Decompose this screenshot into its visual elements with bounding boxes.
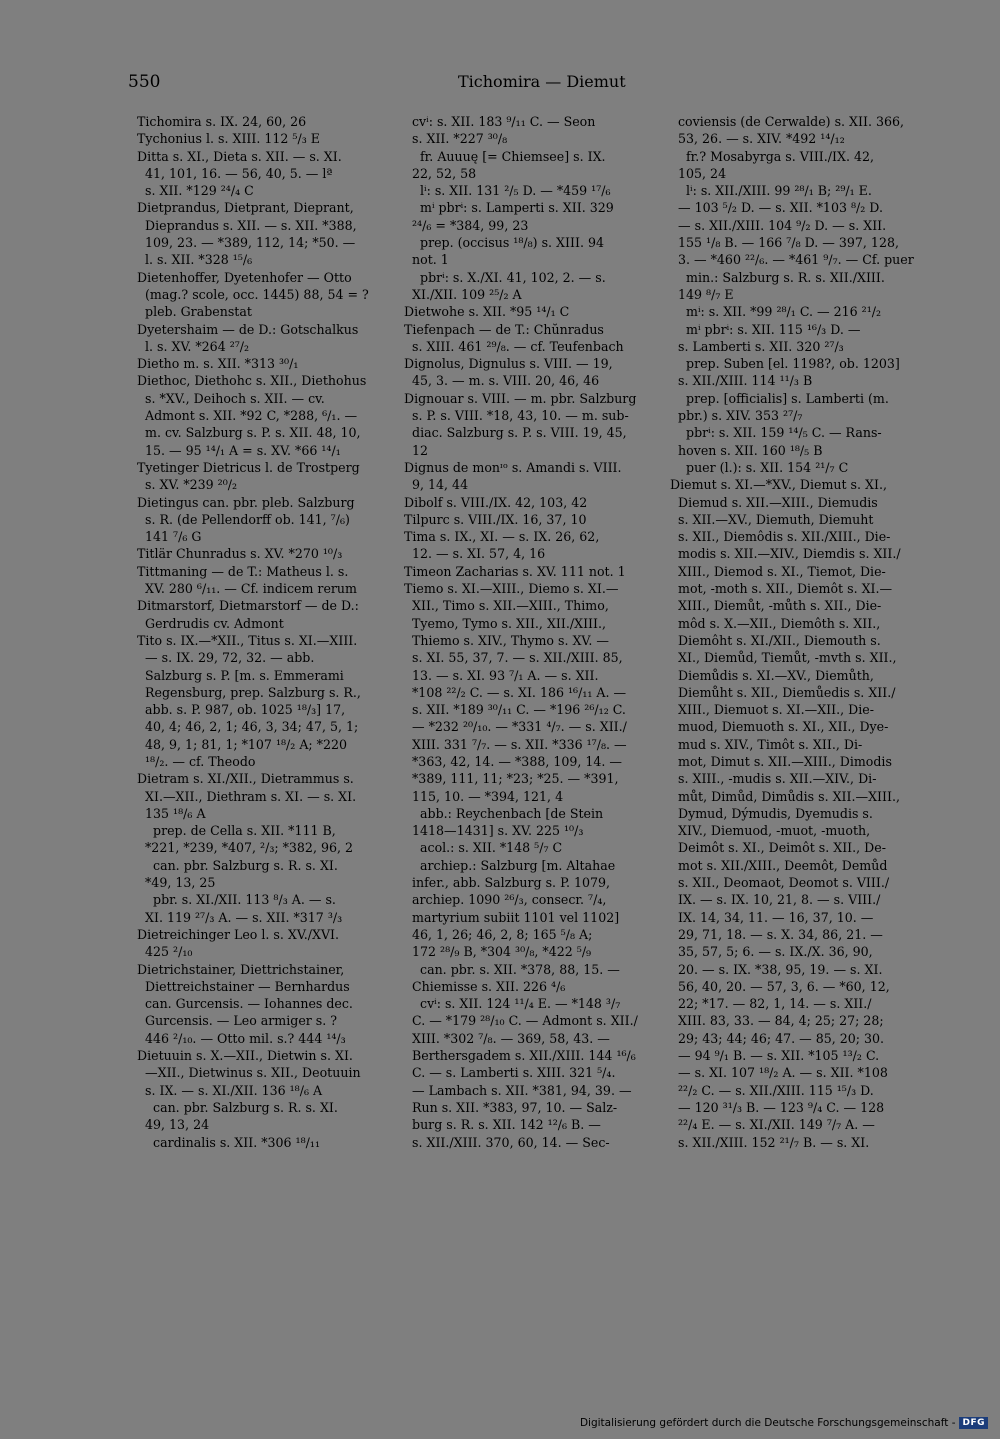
index-line: 41, 101, 16. — 56, 40, 5. — lª [137, 165, 333, 181]
index-line: ¹⁸/₂. — cf. Theodo [137, 753, 256, 769]
index-line: Dietenhoffer, Dyetenhofer — Otto [137, 269, 352, 285]
index-line: ²⁴/₆ = *384, 99, 23 [404, 217, 529, 233]
index-line: *49, 13, 25 [137, 875, 216, 891]
dfg-logo: DFG [959, 1417, 988, 1429]
index-line: Admont s. XII. *92 C, *288, ⁶/₁. — [137, 408, 358, 424]
index-line: 115, 10. — *394, 121, 4 [404, 788, 564, 804]
index-line: mot, Dimut s. XII.—XIII., Dimodis [670, 753, 892, 769]
index-line: 22, 52, 58 [404, 165, 477, 181]
index-line: Gurcensis. — Leo armiger s. ? [137, 1013, 338, 1029]
index-line: — Lambach s. XII. *381, 94, 39. — [404, 1082, 632, 1098]
index-line: 141 ⁷/₆ G [137, 529, 202, 545]
index-line: XIII. *302 ⁷/₈. — 369, 58, 43. — [404, 1030, 610, 1046]
index-line: mot, -moth s. XII., Diemôt s. XI.— [670, 581, 893, 597]
index-line: XIII. 83, 33. — 84, 4; 25; 27; 28; [670, 1013, 884, 1029]
index-line: 149 ⁸/₇ E [670, 286, 734, 302]
index-line: Ditmarstorf, Dietmarstorf — de D.: [137, 598, 359, 614]
index-line: 12 [404, 442, 429, 458]
index-line: infer., abb. Salzburg s. P. 1079, [404, 875, 611, 891]
index-line: 1418—1431] s. XV. 225 ¹⁰/₃ [404, 823, 584, 839]
running-head: Tichomira — Diemut [458, 72, 626, 91]
footer-text: Digitalisierung gefördert durch die Deutsche Forschungsgemeinschaft - [579, 1417, 956, 1429]
index-line: min.: Salzburg s. R. s. XII./XIII. [670, 269, 885, 285]
index-line: 20. — s. IX. *38, 95, 19. — s. XI. [670, 961, 883, 977]
index-line: s. XII. *129 ²⁴/₄ C [137, 183, 254, 199]
index-line: mⁱ pbrⁱ: s. XII. 115 ¹⁶/₃ D. — [670, 321, 861, 337]
index-line: Diemud s. XII.—XIII., Diemudis [670, 494, 878, 510]
footer [580, 1417, 988, 1429]
index-line: XIII., Diemod s. XI., Tiemot, Die- [670, 563, 886, 579]
index-line: 12. — s. XI. 57, 4, 16 [404, 546, 546, 562]
index-line: — s. XI. 107 ¹⁸/₂ A. — s. XII. *108 [670, 1065, 888, 1081]
index-line: XI., Diemůd, Tiemůt, -mvth s. XII., [670, 650, 897, 666]
index-line: Regensburg, prep. Salzburg s. R., [137, 684, 361, 700]
index-line: mud s. XIV., Timôt s. XII., Di- [670, 736, 863, 752]
index-line: Tychonius l. s. XIII. 112 ⁵/₃ E [137, 131, 320, 147]
index-line: *221, *239, *407, ²/₃; *382, 96, 2 [137, 840, 354, 856]
index-line: — s. XII./XIII. 104 ⁹/₂ D. — s. XII. [670, 217, 887, 233]
index-line: Diemůht s. XII., Diemůedis s. XII./ [670, 684, 896, 700]
index-line: diac. Salzburg s. P. s. VIII. 19, 45, [404, 425, 627, 441]
index-line: 135 ¹⁸/₆ A [137, 805, 206, 821]
index-line: Dibolf s. VIII./IX. 42, 103, 42 [404, 494, 588, 510]
index-line: — 103 ⁵/₂ D. — s. XII. *103 ⁸/₂ D. [670, 200, 883, 216]
index-line: Dignus de monᶦᵒ s. Amandi s. VIII. [404, 459, 622, 475]
index-line: 48, 9, 1; 81, 1; *107 ¹⁸/₂ A; *220 [137, 736, 348, 752]
index-line: puer (l.): s. XII. 154 ²¹/₇ C [670, 459, 849, 475]
index-line: m. cv. Salzburg s. P. s. XII. 48, 10, [137, 425, 361, 441]
index-line: Deimôt s. XI., Deimôt s. XII., De- [670, 840, 886, 856]
index-line: 15. — 95 ¹⁴/₁ A = s. XV. *66 ¹⁴/₁ [137, 442, 341, 458]
index-line: pbrⁱ: s. XII. 159 ¹⁴/₅ C. — Rans- [670, 425, 882, 441]
index-line: — s. IX. 29, 72, 32. — abb. [137, 650, 315, 666]
index-line: Salzburg s. P. [m. s. Emmerami [137, 667, 344, 683]
index-line: *363, 42, 14. — *388, 109, 14. — [404, 753, 623, 769]
index-line: 105, 24 [670, 165, 727, 181]
index-line: Tilpurc s. VIII./IX. 16, 37, 10 [404, 511, 587, 527]
index-line: Chiemisse s. XII. 226 ⁴/₆ [404, 978, 566, 994]
index-line: s. XII./XIII. 370, 60, 14. — Sec- [404, 1134, 610, 1150]
index-line: pbrⁱ: s. X./XI. 41, 102, 2. — s. [404, 269, 606, 285]
index-line: s. XI. 55, 37, 7. — s. XII./XIII. 85, [404, 650, 623, 666]
index-line: Tima s. IX., XI. — s. IX. 26, 62, [404, 529, 600, 545]
index-line: can. pbr. Salzburg s. R. s. XI. [137, 857, 338, 873]
index-line: Run s. XII. *383, 97, 10. — Salz- [404, 1099, 618, 1115]
index-line: *108 ²²/₂ C. — s. XI. 186 ¹⁶/₁₁ A. — [404, 684, 627, 700]
index-line: s. Lamberti s. XII. 320 ²⁷/₃ [670, 338, 844, 354]
index-line: s. XII., Deomaot, Deomot s. VIII./ [670, 875, 890, 891]
index-line: 56, 40, 20. — 57, 3, 6. — *60, 12, [670, 978, 890, 994]
index-line: s. XII., Diemôdis s. XII./XIII., Die- [670, 529, 891, 545]
index-line: Berthersgadem s. XII./XIII. 144 ¹⁶/₆ [404, 1048, 636, 1064]
index-line: Dietram s. XI./XII., Dietrammus s. [137, 771, 354, 787]
index-line: Tito s. IX.—*XII., Titus s. XI.—XIII. [137, 632, 358, 648]
index-line: s. IX. — s. XI./XII. 136 ¹⁸/₆ A [137, 1082, 323, 1098]
index-line: Dieprandus s. XII. — s. XII. *388, [137, 217, 357, 233]
index-line: can. pbr. s. XII. *378, 88, 15. — [404, 961, 620, 977]
index-line: Dietwohe s. XII. *95 ¹⁴/₁ C [404, 304, 570, 320]
index-line: cvⁱ: s. XII. 183 ⁹/₁₁ C. — Seon [404, 114, 596, 129]
index-line: Dietrichstainer, Diettrichstainer, [137, 961, 345, 977]
index-line: s. XIII., -mudis s. XII.—XIV., Di- [670, 771, 877, 787]
index-line: s. XII. *227 ³⁰/₈ [404, 131, 508, 147]
index-line: 425 ²/₁₀ [137, 944, 193, 960]
index-line: Dietho m. s. XII. *313 ³⁰/₁ [137, 356, 299, 372]
index-line: pbr.) s. XIV. 353 ²⁷/₇ [670, 408, 803, 424]
index-line: můt, Dimůd, Dimůdis s. XII.—XIII., [670, 788, 900, 804]
index-line: XIII., Diemuot s. XI.—XII., Die- [670, 702, 874, 718]
index-line: abb. s. P. 987, ob. 1025 ¹⁸/₃] 17, [137, 702, 346, 718]
index-line: pleb. Grabenstat [137, 304, 252, 320]
index-line: XI. 119 ²⁷/₃ A. — s. XII. *317 ³/₃ [137, 909, 343, 925]
index-line: Timeon Zacharias s. XV. 111 not. 1 [404, 563, 626, 579]
index-line: môd s. X.—XII., Diemôth s. XII., [670, 615, 881, 631]
index-line: Tittmaning — de T.: Matheus l. s. [137, 563, 349, 579]
index-line: Dignolus, Dignulus s. VIII. — 19, [404, 356, 613, 372]
index-line: 35, 57, 5; 6. — s. IX./X. 36, 90, [670, 944, 873, 960]
index-line: s. XIII. 461 ²⁹/₈. — cf. Teufenbach [404, 338, 624, 354]
index-line: — 94 ⁹/₁ B. — s. XII. *105 ¹³/₂ C. [670, 1048, 880, 1064]
index-line: prep. (occisus ¹⁸/₈) s. XIII. 94 [404, 235, 604, 251]
index-line: 29, 71, 18. — s. X. 34, 86, 21. — [670, 926, 883, 942]
index-line: Tiefenpach — de T.: Chŭnradus [404, 321, 604, 337]
index-line: XIV., Diemuod, -muot, -muoth, [670, 823, 871, 839]
index-line: martyrium subiit 1101 vel 1102] [404, 909, 620, 925]
index-line: 446 ²/₁₀. — Otto mil. s.? 444 ¹⁴/₃ [137, 1030, 346, 1046]
index-line: modis s. XII.—XIV., Diemdis s. XII./ [670, 546, 901, 562]
index-line: 3. — *460 ²²/₆. — *461 ⁹/₇. — Cf. puer [670, 252, 914, 268]
index-line: C. — *179 ²⁸/₁₀ C. — Admont s. XII./ [404, 1013, 638, 1029]
index-line: s. XV. *239 ²⁰/₂ [137, 477, 238, 493]
index-line: ²²/₂ C. — s. XII./XIII. 115 ¹⁵/₃ D. [670, 1082, 874, 1098]
index-column-3 [670, 113, 928, 1151]
index-line: XII., Timo s. XII.—XIII., Thimo, [404, 598, 609, 614]
index-line: archiep.: Salzburg [m. Altahae [404, 857, 616, 873]
index-line: 29; 43; 44; 46; 47. — 85, 20; 30. [670, 1030, 885, 1046]
index-line: 45, 3. — m. s. VIII. 20, 46, 46 [404, 373, 600, 389]
index-line: prep. [officialis] s. Lamberti (m. [670, 390, 889, 406]
index-line: Dietreichinger Leo l. s. XV./XVI. [137, 926, 340, 942]
index-line: can. pbr. Salzburg s. R. s. XI. [137, 1099, 338, 1115]
index-line: can. Gurcensis. — Iohannes dec. [137, 996, 353, 1012]
index-line: XIII. 331 ⁷/₇. — s. XII. *336 ¹⁷/₈. — [404, 736, 627, 752]
index-line: 13. — s. XI. 93 ⁷/₁ A. — s. XII. [404, 667, 599, 683]
index-line: s. XII. *189 ³⁰/₁₁ C. — *196 ²⁶/₁₂ C. [404, 702, 626, 718]
index-line: Tyemo, Tymo s. XII., XII./XIII., [404, 615, 606, 631]
index-line: Dietuuin s. X.—XII., Dietwin s. XI. [137, 1048, 353, 1064]
index-line: cardinalis s. XII. *306 ¹⁸/₁₁ [137, 1134, 320, 1150]
index-line: mⁱ pbrⁱ: s. Lamperti s. XII. 329 [404, 200, 614, 216]
index-line: —XII., Dietwinus s. XII., Deotuuin [137, 1065, 361, 1081]
index-line: s. XII./XIII. 114 ¹¹/₃ B [670, 373, 813, 389]
index-line: 53, 26. — s. XIV. *492 ¹⁴/₁₂ [670, 131, 845, 147]
index-line: fr.? Mosabyrga s. VIII./IX. 42, [670, 148, 874, 164]
index-column-1 [137, 113, 395, 1151]
index-line: Ditta s. XI., Dieta s. XII. — s. XI. [137, 148, 342, 164]
index-line: 155 ¹/₈ B. — 166 ⁷/₈ D. — 397, 128, [670, 235, 899, 251]
index-line: not. 1 [404, 252, 449, 268]
index-line: 46, 1, 26; 46, 2, 8; 165 ⁵/₈ A; [404, 926, 593, 942]
index-line: Diemůdis s. XI.—XV., Diemůth, [670, 667, 874, 683]
index-line: 9, 14, 44 [404, 477, 469, 493]
index-line: pbr. s. XI./XII. 113 ⁸/₃ A. — s. [137, 892, 336, 908]
index-line: s. *XV., Deihoch s. XII. — cv. [137, 390, 325, 406]
index-line: (mag.? scole, occ. 1445) 88, 54 = ? [137, 286, 369, 302]
index-line: coviensis (de Cerwalde) s. XII. 366, [670, 114, 905, 129]
index-line: Dietprandus, Dietprant, Dieprant, [137, 200, 354, 216]
index-line: prep. Suben [el. 1198?, ob. 1203] [670, 356, 900, 372]
index-line: Dyetershaim — de D.: Gotschalkus [137, 321, 359, 337]
index-line: s. XII.—XV., Diemuth, Diemuht [670, 511, 874, 527]
index-line: acol.: s. XII. *148 ⁵/₇ C [404, 840, 563, 856]
index-line: IX. 14, 34, 11. — 16, 37, 10. — [670, 909, 874, 925]
index-line: prep. de Cella s. XII. *111 B, [137, 823, 336, 839]
index-line: fr. Auuuę [= Chiemsee] s. IX. [404, 148, 606, 164]
page-number: 550 [128, 72, 161, 92]
index-line: ²²/₄ E. — s. XI./XII. 149 ⁷/₇ A. — [670, 1117, 875, 1133]
index-line: hoven s. XII. 160 ¹⁸/₅ B [670, 442, 823, 458]
index-line: cvⁱ: s. XII. 124 ¹¹/₄ E. — *148 ³/₇ [404, 996, 621, 1012]
index-line: XI./XII. 109 ²⁵/₂ A [404, 286, 522, 302]
index-line: Thiemo s. XIV., Thymo s. XV. — [404, 632, 609, 648]
index-line: lⁱ: s. XII./XIII. 99 ²⁸/₁ B; ²⁹/₁ E. [670, 183, 872, 199]
index-line: s. P. s. VIII. *18, 43, 10. — m. sub- [404, 408, 629, 424]
index-line: 49, 13, 24 [137, 1117, 210, 1133]
index-line: 22; *17. — 82, 1, 14. — s. XII./ [670, 996, 872, 1012]
index-line: — 120 ³¹/₃ B. — 123 ⁹/₄ C. — 128 [670, 1099, 885, 1115]
index-line: Diemut s. XI.—*XV., Diemut s. XI., [670, 477, 887, 493]
index-line: Diethoc, Diethohc s. XII., Diethohus [137, 373, 367, 389]
index-line: Diettreichstainer — Bernhardus [137, 978, 350, 994]
index-line: s. R. (de Pellendorff ob. 141, ⁷/₆) [137, 511, 350, 527]
index-line: Tichomira s. IX. 24, 60, 26 [137, 114, 307, 129]
index-line: Tiemo s. XI.—XIII., Diemo s. XI.— [404, 581, 619, 597]
index-line: mⁱ: s. XII. *99 ²⁸/₁ C. — 216 ²¹/₂ [670, 304, 882, 320]
index-line: mot s. XII./XIII., Deemôt, Demůd [670, 857, 888, 873]
index-line: 40, 4; 46, 2, 1; 46, 3, 34; 47, 5, 1; [137, 719, 359, 735]
index-column-2 [404, 113, 662, 1151]
index-line: Dignouar s. VIII. — m. pbr. Salzburg [404, 390, 637, 406]
index-line: Titlär Chunradus s. XV. *270 ¹⁰/₃ [137, 546, 343, 562]
index-line: muod, Diemuoth s. XI., XII., Dye- [670, 719, 889, 735]
index-line: Dymud, Dýmudis, Dyemudis s. [670, 805, 873, 821]
index-line: l. s. XII. *328 ¹⁵/₆ [137, 252, 253, 268]
index-line: XIII., Diemůt, -můth s. XII., Die- [670, 598, 882, 614]
index-line: Diemôht s. XI./XII., Diemouth s. [670, 632, 881, 648]
index-line: Tyetinger Dietricus l. de Trostperg [137, 459, 360, 475]
index-line: 109, 23. — *389, 112, 14; *50. — [137, 235, 356, 251]
index-line: abb.: Reychenbach [de Stein [404, 805, 604, 821]
index-line: 172 ²⁸/₉ B, *304 ³⁰/₈, *422 ⁵/₉ [404, 944, 592, 960]
index-line: XI.—XII., Diethram s. XI. — s. XI. [137, 788, 357, 804]
index-line: *389, 111, 11; *23; *25. — *391, [404, 771, 619, 787]
index-line: archiep. 1090 ²⁶/₃, consecr. ⁷/₄, [404, 892, 607, 908]
index-line: — *232 ²⁰/₁₀. — *331 ⁴/₇. — s. XII./ [404, 719, 627, 735]
index-line: l. s. XV. *264 ²⁷/₂ [137, 338, 250, 354]
index-line: Dietingus can. pbr. pleb. Salzburg [137, 494, 355, 510]
index-line: lⁱ: s. XII. 131 ²/₅ D. — *459 ¹⁷/₆ [404, 183, 611, 199]
index-line: XV. 280 ⁶/₁₁. — Cf. indicem rerum [137, 581, 357, 597]
index-line: C. — s. Lamberti s. XIII. 321 ⁵/₄. [404, 1065, 616, 1081]
index-line: s. XII./XIII. 152 ²¹/₇ B. — s. XI. [670, 1134, 870, 1150]
index-line: Gerdrudis cv. Admont [137, 615, 284, 631]
index-line: burg s. R. s. XII. 142 ¹²/₆ B. — [404, 1117, 601, 1133]
index-line: IX. — s. IX. 10, 21, 8. — s. VIII./ [670, 892, 881, 908]
